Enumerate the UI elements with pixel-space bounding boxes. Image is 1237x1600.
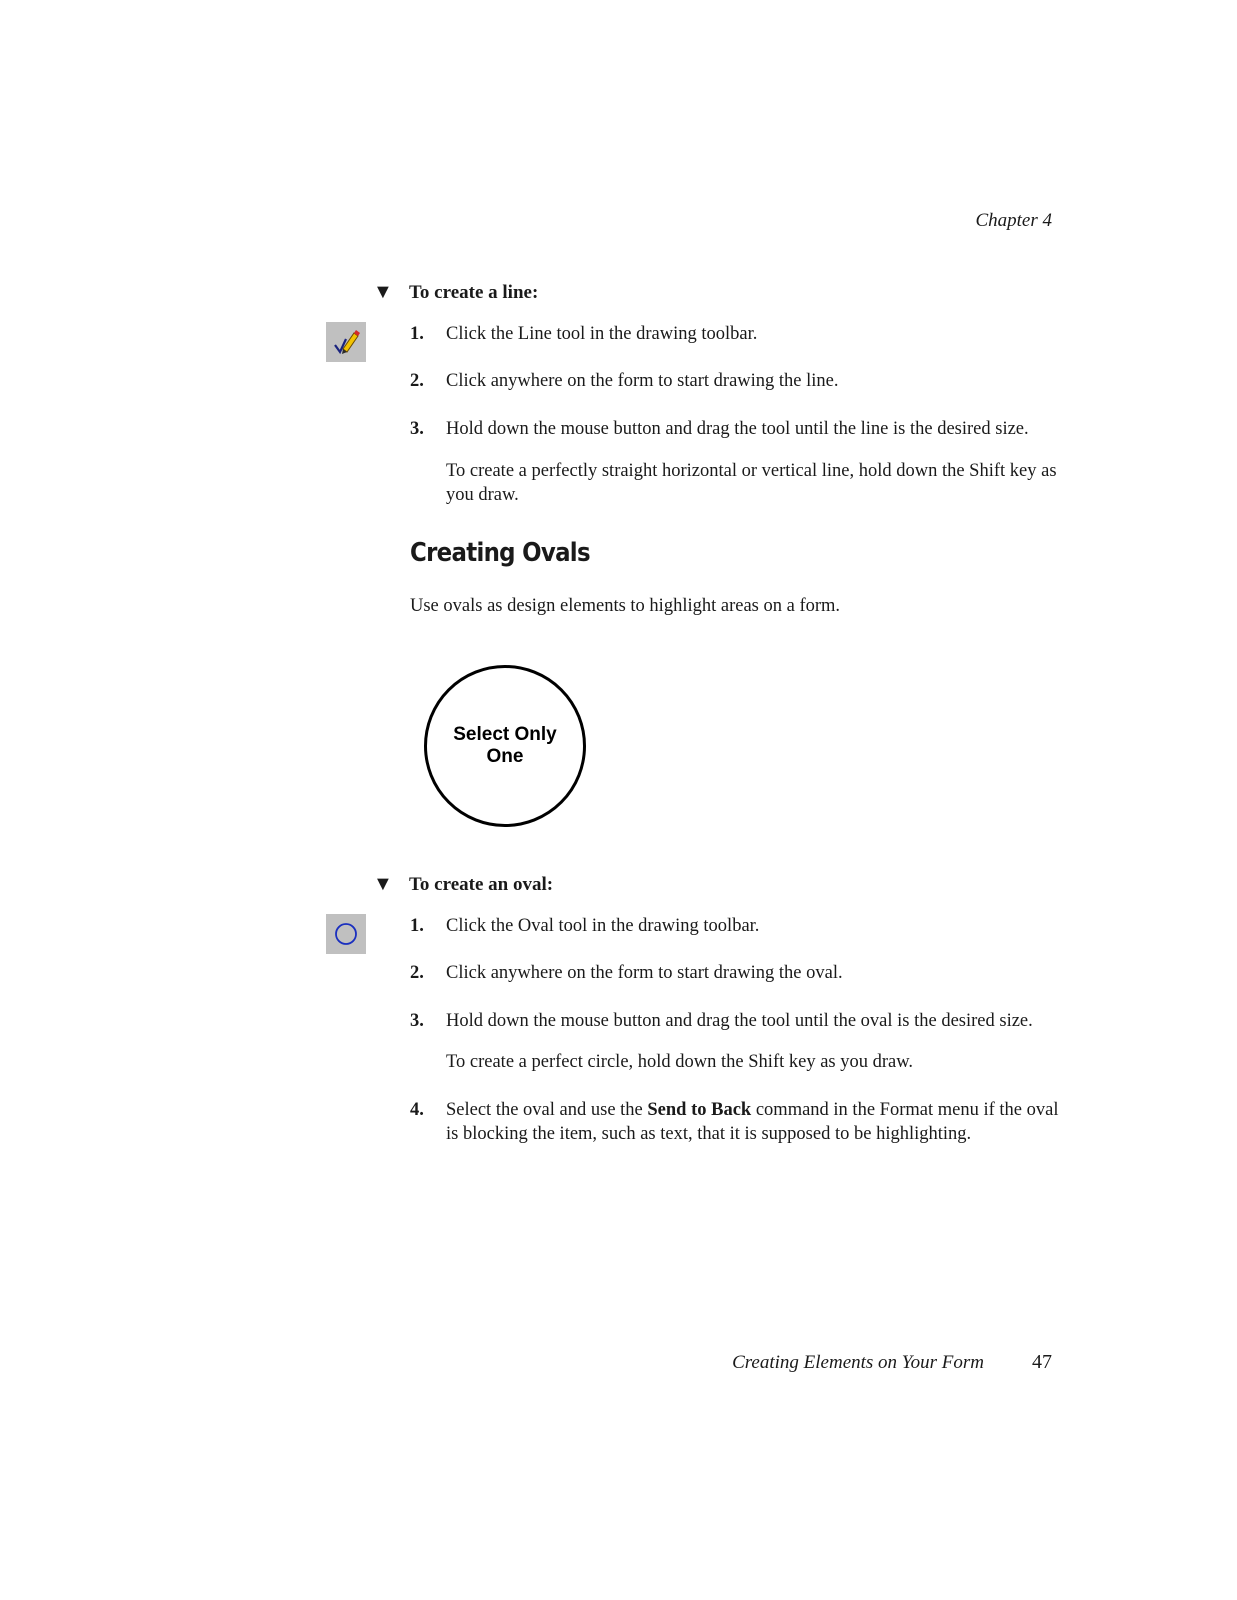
- triangle-bullet-icon: ▼: [373, 281, 393, 303]
- oval-procedure-heading: [373, 873, 553, 896]
- oval-step-4: [410, 1098, 1060, 1146]
- triangle-bullet-icon: ▼: [373, 873, 393, 895]
- oval-note: To create a perfect circle, hold down the Shift key as you draw.: [446, 1052, 914, 1072]
- send-to-back-command: Send to Back: [647, 1100, 752, 1120]
- step-text-after: command in the Format menu if the oval is blocking the item, such as text, that it is supposed to be highlighting.: [446, 1100, 1059, 1144]
- oval-step-1: [410, 914, 1060, 938]
- section-title: Creating Ovals: [410, 538, 590, 568]
- oval-figure-line-2: One: [486, 746, 524, 767]
- pencil-check-icon: [331, 327, 361, 357]
- section-intro: Use ovals as design elements to highlight areas on a form.: [410, 596, 841, 616]
- oval-figure-label: [453, 724, 557, 768]
- line-note: To create a perfectly straight horizontal or vertical line, hold down the Shift key as you draw.: [446, 461, 1057, 505]
- step-text: Hold down the mouse button and drag the tool until the line is the desired size.: [446, 419, 1029, 439]
- step-number: 2.: [410, 963, 424, 983]
- step-number: 3.: [410, 419, 424, 439]
- chapter-header: Chapter 4: [975, 210, 1052, 231]
- step-text: Hold down the mouse button and drag the tool until the oval is the desired size.: [446, 1011, 1033, 1031]
- line-step-3: [410, 417, 1060, 441]
- oval-figure-line-1: Select Only: [453, 724, 557, 745]
- footer-title: Creating Elements on Your Form: [732, 1352, 984, 1373]
- page-number: 47: [1032, 1351, 1052, 1373]
- step-number: 1.: [410, 324, 424, 344]
- step-number: 3.: [410, 1011, 424, 1031]
- step-number: 1.: [410, 916, 424, 936]
- oval-tool-icon: [326, 914, 366, 954]
- line-step-1: [410, 322, 1060, 346]
- step-text: Click the Line tool in the drawing toolbar.: [446, 324, 758, 344]
- step-text-before: Select the oval and use the: [446, 1100, 648, 1120]
- line-procedure-heading-text: To create a line:: [409, 282, 539, 303]
- step-text: [446, 1098, 1060, 1146]
- step-text: Click anywhere on the form to start drawing the line.: [446, 371, 839, 391]
- step-number: 4.: [410, 1100, 424, 1120]
- oval-step-2: [410, 961, 1060, 985]
- step-number: 2.: [410, 371, 424, 391]
- line-step-2: [410, 369, 1060, 393]
- step-text: Click the Oval tool in the drawing toolbar.: [446, 916, 760, 936]
- step-text: Click anywhere on the form to start drawing the oval.: [446, 963, 843, 983]
- circle-outline-icon: [331, 919, 361, 949]
- line-procedure-heading: [373, 281, 538, 304]
- oval-procedure-heading-text: To create an oval:: [409, 874, 554, 895]
- line-tool-icon: [326, 322, 366, 362]
- oval-example-figure: [424, 665, 586, 827]
- oval-step-3: [410, 1009, 1060, 1033]
